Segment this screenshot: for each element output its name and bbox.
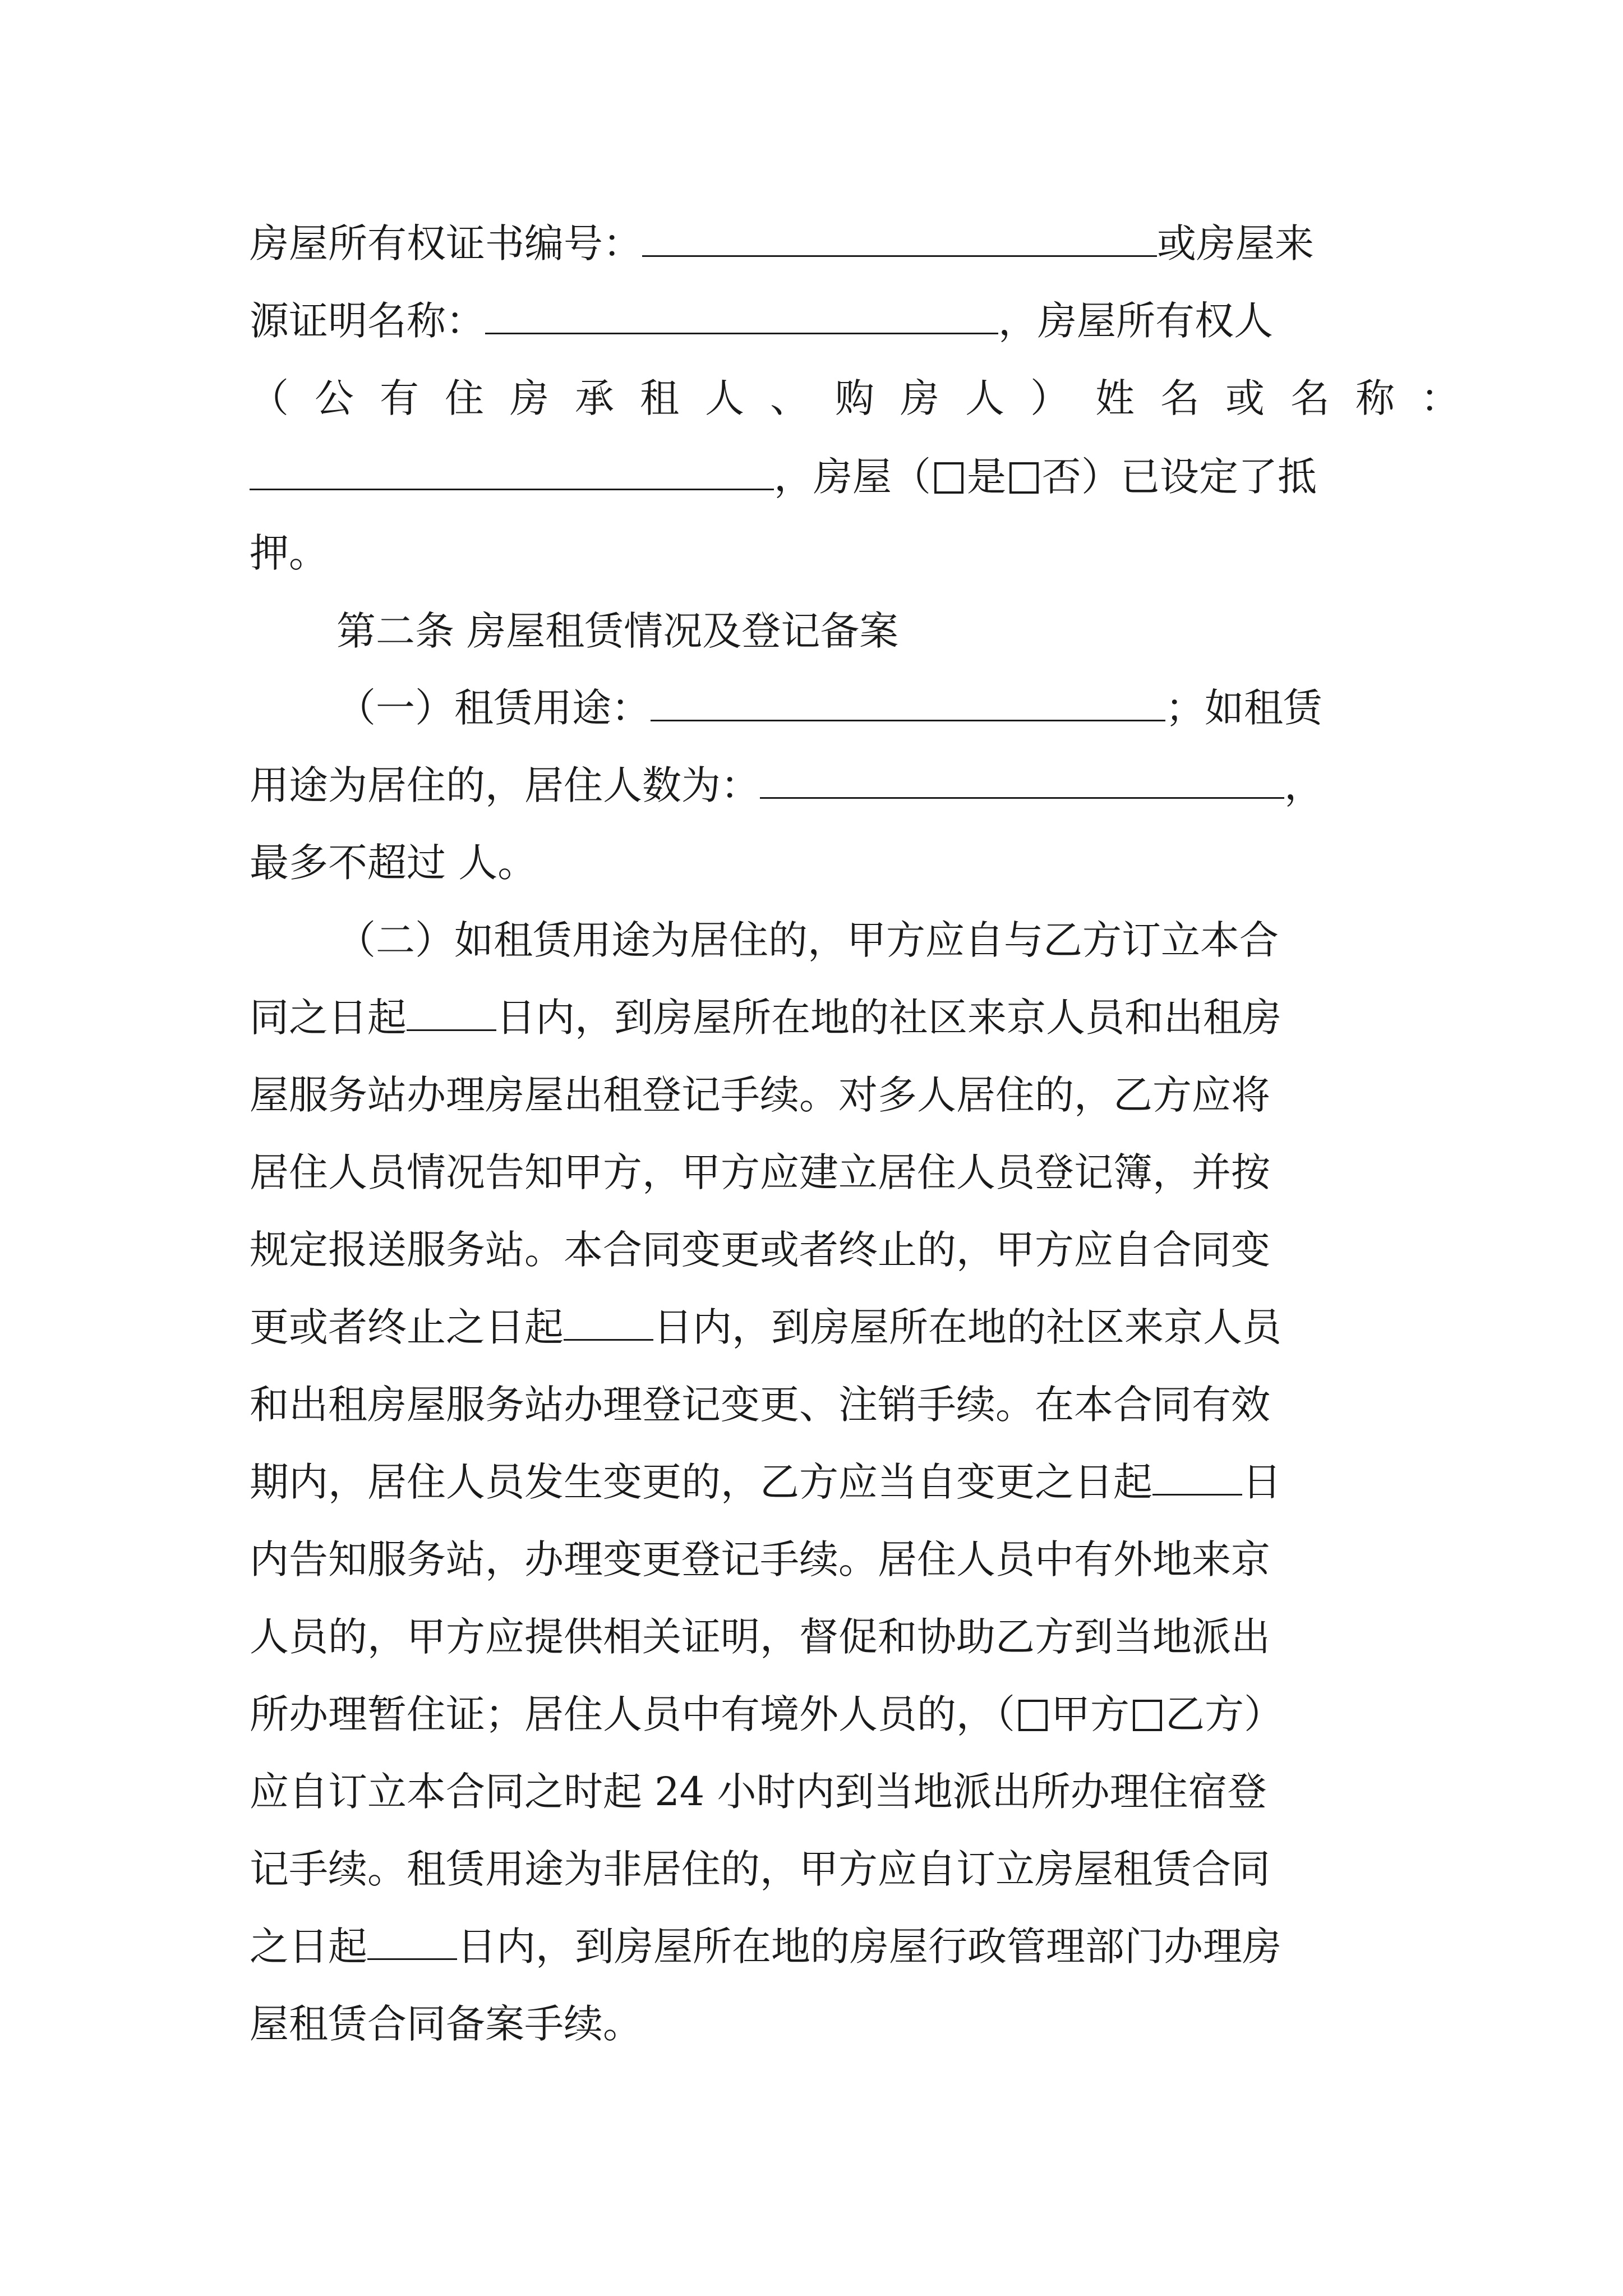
p2-text-6b: 日内，到房屋所在地的社区来京人员 — [653, 1304, 1281, 1350]
purpose-line — [250, 680, 1388, 736]
p2-line-14 — [250, 1918, 1388, 1975]
p2-line-15 — [250, 1996, 1388, 2052]
p2-text-9: 内告知服务站，办理变更登记手续。居住人员中有外地来京 — [250, 1536, 1270, 1582]
p2-line-7 — [250, 1377, 1388, 1433]
mortgage-yes-checkbox[interactable] — [934, 462, 963, 494]
p2-line-5 — [250, 1222, 1388, 1278]
p2-text-8b: 日 — [1242, 1459, 1281, 1505]
mortgage-yes-label: 是 — [967, 454, 1006, 500]
mortgage-line — [250, 449, 1388, 505]
owner-name-blank — [250, 449, 774, 490]
party-a-checkbox[interactable] — [1018, 1700, 1048, 1731]
days-blank-3 — [1152, 1455, 1242, 1496]
max-residents-text: 最多不超过 人。 — [250, 840, 537, 886]
article2-heading — [336, 603, 1475, 659]
p2-text-2a: 同之日起 — [250, 995, 407, 1041]
cert-no-label: 房屋所有权证书编号： — [250, 220, 642, 266]
mortgage-prefix: ，房屋（ — [774, 454, 931, 500]
cert-no-line — [250, 215, 1388, 272]
p2-line-12 — [250, 1764, 1388, 1820]
residents-comma: ， — [1284, 762, 1324, 808]
owner-paren-text: （公有住房承租人、购房人）姓名或名称： — [250, 375, 1486, 421]
owner-paren-line — [250, 370, 1486, 426]
source-blank — [485, 293, 998, 334]
article2-heading-text: 第二条 房屋租赁情况及登记备案 — [336, 608, 899, 654]
p2-text-7: 和出租房屋服务站办理登记变更、注销手续。在本合同有效 — [250, 1382, 1270, 1428]
p2-text-14a: 之日起 — [250, 1924, 367, 1970]
p2-line-1 — [250, 912, 1388, 968]
p2-text-5: 规定报送服务站。本合同变更或者终止的，甲方应自合同变 — [250, 1227, 1270, 1273]
p2-text-13: 记手续。租赁用途为非居住的，甲方应自订立房屋租赁合同 — [250, 1846, 1270, 1892]
purpose-label: （一）租赁用途： — [336, 685, 651, 731]
days-blank-4 — [367, 1919, 457, 1960]
p2-text-2b: 日内，到房屋所在地的社区来京人员和出租房 — [496, 995, 1281, 1041]
residents-blank — [760, 758, 1284, 799]
p2-line-10 — [250, 1609, 1388, 1665]
purpose-cont: ；如租赁 — [1165, 685, 1322, 731]
p2-text-6a: 更或者终止之日起 — [250, 1304, 564, 1350]
cert-no-blank — [642, 216, 1157, 257]
days-blank-1 — [407, 990, 496, 1031]
p2-text-1: （二）如租赁用途为居住的，甲方应自与乙方订立本合 — [336, 917, 1279, 963]
or-source-label: 或房屋来 — [1157, 220, 1314, 266]
residents-line — [250, 757, 1388, 813]
residents-label: 用途为居住的，居住人数为： — [250, 762, 760, 808]
p2-text-4: 居住人员情况告知甲方，甲方应建立居住人员登记簿，并按 — [250, 1149, 1270, 1195]
mortgage-end: 押。 — [250, 530, 328, 576]
p2-text-14b: 日内，到房屋所在地的房屋行政管理部门办理房 — [457, 1924, 1281, 1970]
party-b-label: 乙方） — [1165, 1691, 1283, 1737]
source-label: 源证明名称： — [250, 298, 485, 344]
purpose-blank — [651, 680, 1165, 721]
days-blank-2 — [564, 1300, 653, 1341]
p2-text-8a: 期内，居住人员发生变更的，乙方应当自变更之日起 — [250, 1459, 1152, 1505]
source-line — [250, 293, 1388, 349]
p2-line-13 — [250, 1841, 1388, 1897]
p2-line-6 — [250, 1299, 1388, 1355]
mortgage-end-line — [250, 525, 1388, 581]
p2-text-10: 人员的，甲方应提供相关证明，督促和协助乙方到当地派出 — [250, 1614, 1270, 1660]
mortgage-no-checkbox[interactable] — [1009, 462, 1039, 494]
owner-label: ，房屋所有权人 — [998, 298, 1273, 344]
p2-line-11 — [250, 1686, 1388, 1742]
p2-line-3 — [250, 1067, 1388, 1123]
mortgage-suffix: ）已设定了抵 — [1081, 454, 1317, 500]
p2-text-3: 屋服务站办理房屋出租登记手续。对多人居住的，乙方应将 — [250, 1072, 1270, 1118]
party-b-checkbox[interactable] — [1133, 1700, 1162, 1731]
p2-text-15: 屋租赁合同备案手续。 — [250, 2001, 642, 2047]
party-a-label: 甲方 — [1051, 1691, 1129, 1737]
p2-line-9 — [250, 1531, 1388, 1588]
p2-line-4 — [250, 1144, 1388, 1200]
p2-line-8 — [250, 1454, 1388, 1510]
max-residents-line — [250, 835, 1388, 891]
p2-line-2 — [250, 990, 1388, 1046]
mortgage-no-label: 否 — [1042, 454, 1081, 500]
p2-text-11a: 所办理暂住证；居住人员中有境外人员的，（ — [250, 1691, 1015, 1737]
p2-text-12: 应自订立本合同之时起 24 小时内到当地派出所办理住宿登 — [250, 1769, 1267, 1815]
